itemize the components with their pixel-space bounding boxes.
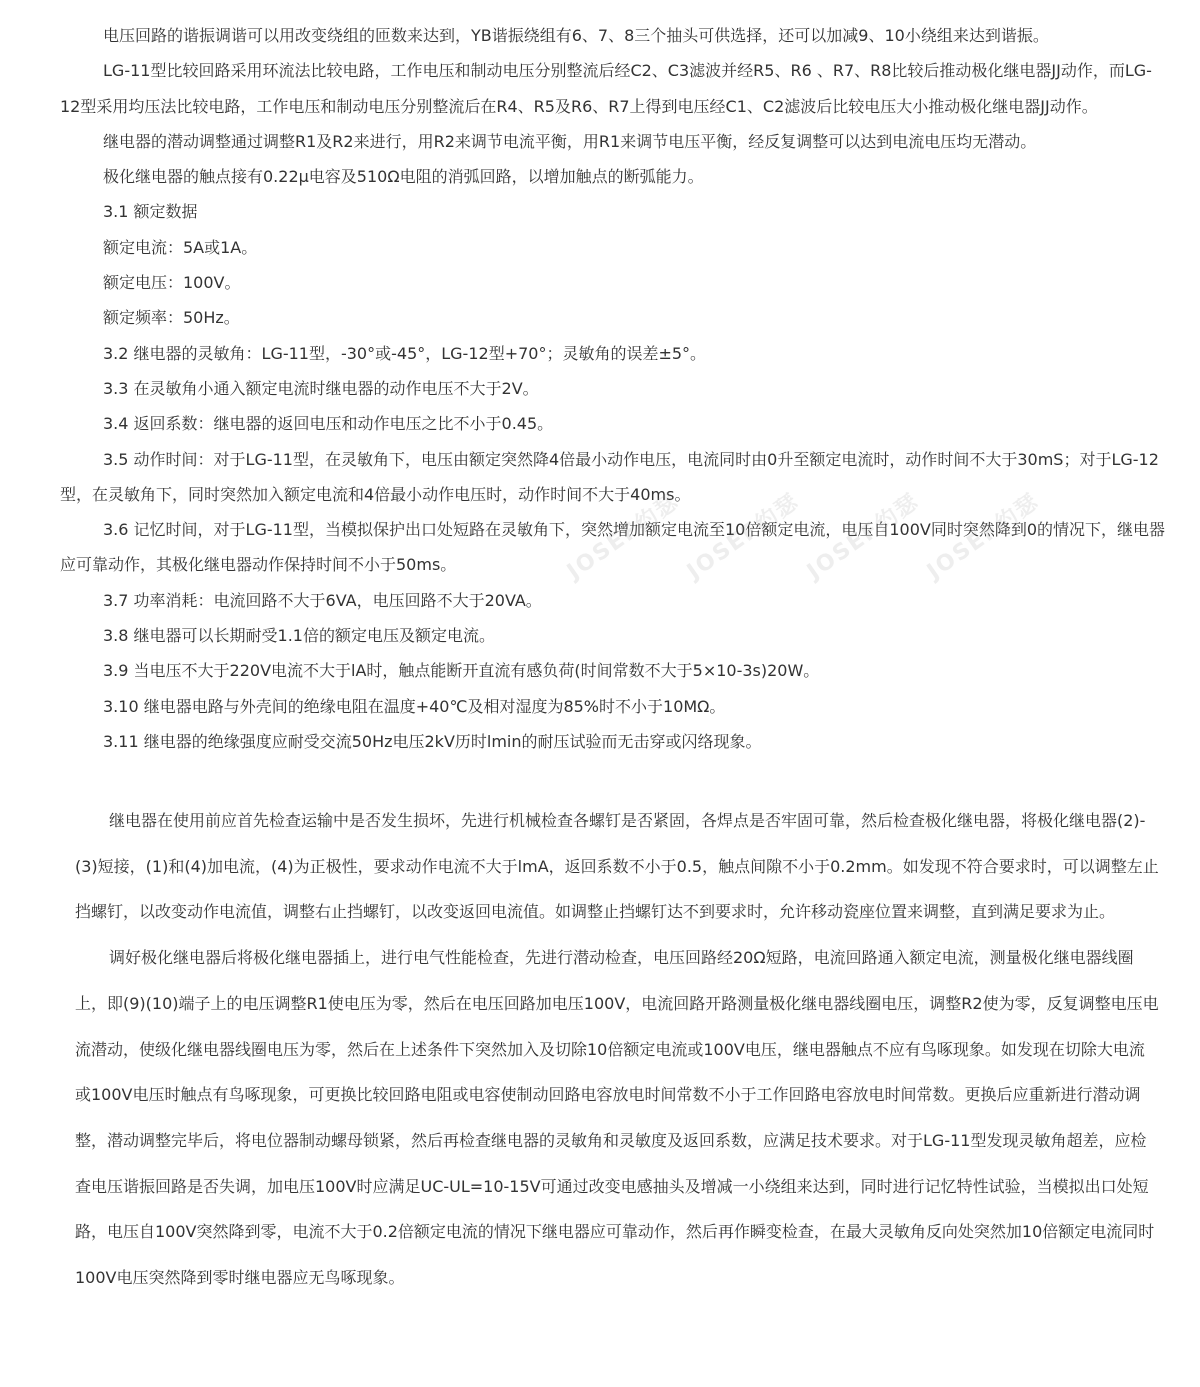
spec-3-8: 3.8 继电器可以长期耐受1.1倍的额定电压及额定电流。 <box>103 626 495 646</box>
spec-3-9: 3.9 当电压不大于220V电流不大于lA时，触点能断开直流有感负荷(时间常数不大于5×10-3s)20W。 <box>103 661 820 681</box>
spec-3-10: 3.10 继电器电路与外壳间的绝缘电阻在温度+40℃及相对湿度为85%时不小于10MΩ。 <box>103 696 726 716</box>
watermark-text: JOSEF约瑟 <box>562 489 685 585</box>
spec-section <box>60 18 1170 759</box>
paragraph-electrical-check: 调好极化继电器后将极化继电器插上，进行电气性能检查，先进行潜动检查，电压回路经20Ω短路，电流回路通入额定电流，测量极化继电器线圈上，即(9)(10)端子上的电压调整R1使电压为零，然后在电压回路加电压100V，电流回路开路测量极化继电器线圈电压，调整R2使为零，反复调整电压电流潜动，使级化继电器线圈电压为零，然后在上述条件下突然加入及切除10倍额定电流或100V电压，继电器触点不应有鸟啄现象。如发现在切除大电流或100V电压时触点有鸟啄现象，可更换比较回路电阻或电容使制动回路电容放电时间常数不小于工作回路电容放电时间常数。更换后应重新进行潜动调整，潜动调整完毕后，将电位器制动螺母锁紧，然后再检查继电器的灵敏角和灵敏度及返回系数，应满足技术要求。对于LG-11型发现灵敏角超差，应检查电压谐振回路是否失调，加电压100V时应满足UC-UL=10-15V可通过改变电感抽头及增减一小绕组来达到，同时进行记忆特性试验，当模拟出口处短路，电压自100V突然降到零，电流不大于0.2倍额定电流的情况下继电器应可靠动作，然后再作瞬变检查，在最大灵敏角反向处突然加10倍额定电流同时100V电压突然降到零时继电器应无鸟啄现象。 <box>75 948 1159 1288</box>
paragraph-mechanical-check: 继电器在使用前应首先检查运输中是否发生损坏，先进行机械检查各螺钉是否紧固，各焊点是否牢固可靠，然后检查极化继电器，将极化继电器(2)-(3)短接，(1)和(4)加电流，(4)为正极性，要求动作电流不大于lmA，返回系数不小于0.5，触点间隙不小于0.2mm。如发现不符合要求时，可以调整左止挡螺钉，以改变动作电流值，调整右止挡螺钉，以改变返回电流值。如调整止挡螺钉达不到要求时，允许移动瓷座位置来调整，直到满足要求为止。 <box>75 811 1159 922</box>
rated-current: 额定电流：5A或1A。 <box>103 237 258 257</box>
spec-3-3: 3.3 在灵敏角小通入额定电流时继电器的动作电压不大于2V。 <box>103 378 539 398</box>
spec-3-4: 3.4 返回系数：继电器的返回电压和动作电压之比不小于0.45。 <box>103 414 554 434</box>
spec-3-2: 3.2 继电器的灵敏角：LG-11型，-30°或-45°，LG-12型+70°；灵敏角的误差±5°。 <box>103 343 707 363</box>
spec-3-5: 3.5 动作时间：对于LG-11型，在灵敏角下，电压由额定突然降4倍最小动作电压，电流同时由0升至额定电流时，动作时间不大于30mS；对于LG-12型，在灵敏角下，同时突然加入额定电流和4倍最小动作电压时，动作时间不大于40ms。 <box>60 449 1159 504</box>
spec-3-6: 3.6 记忆时间，对于LG-11型，当模拟保护出口处短路在灵敏角下，突然增加额定电流至10倍额定电流，电压自100V同时突然降到0的情况下，继电器应可靠动作，其极化继电器动作保持时间不小于50ms。 <box>60 520 1166 575</box>
spec-3-11: 3.11 继电器的绝缘强度应耐受交流50Hz电压2kV历时lmin的耐压试验而无击穿或闪络现象。 <box>103 731 762 751</box>
paragraph-arc-suppression: 极化继电器的触点接有0.22μ电容及510Ω电阻的消弧回路，以增加触点的断弧能力。 <box>103 167 704 187</box>
watermark-text: JOSEF约瑟 <box>802 489 925 585</box>
paragraph-resonance: 电压回路的谐振调谐可以用改变绕组的匝数来达到，YB谐振绕组有6、7、8三个抽头可供选择，还可以加减9、10小绕组来达到谐振。 <box>103 26 1049 45</box>
spec-3-7: 3.7 功率消耗：电流回路不大于6VA，电压回路不大于20VA。 <box>103 590 542 610</box>
rated-voltage: 额定电压：100V。 <box>103 273 241 293</box>
paragraph-creep-adjust: 继电器的潜动调整通过调整R1及R2来进行，用R2来调节电流平衡，用R1来调节电压平衡，经反复调整可以达到电流电压均无潜动。 <box>103 131 1037 151</box>
inspection-section <box>75 798 1160 1301</box>
paragraph-comparison-circuit: LG-11型比较回路采用环流法比较电路，工作电压和制动电压分别整流后经C2、C3滤波并经R5、R6 、R7、R8比较后推动极化继电器JJ动作，而LG-12型采用均压法比较电路，工作电压和制动电压分别整流后在R4、R5及R6、R7上得到电压经C1、C2滤波后比较电压大小推动极化继电器JJ动作。 <box>60 61 1152 116</box>
rated-frequency: 额定频率：50Hz。 <box>103 308 240 328</box>
watermark-text: JOSEF约瑟 <box>682 489 805 585</box>
heading-rated-data: 3.1 额定数据 <box>103 202 198 222</box>
watermark-text: JOSEF约瑟 <box>922 489 1045 585</box>
